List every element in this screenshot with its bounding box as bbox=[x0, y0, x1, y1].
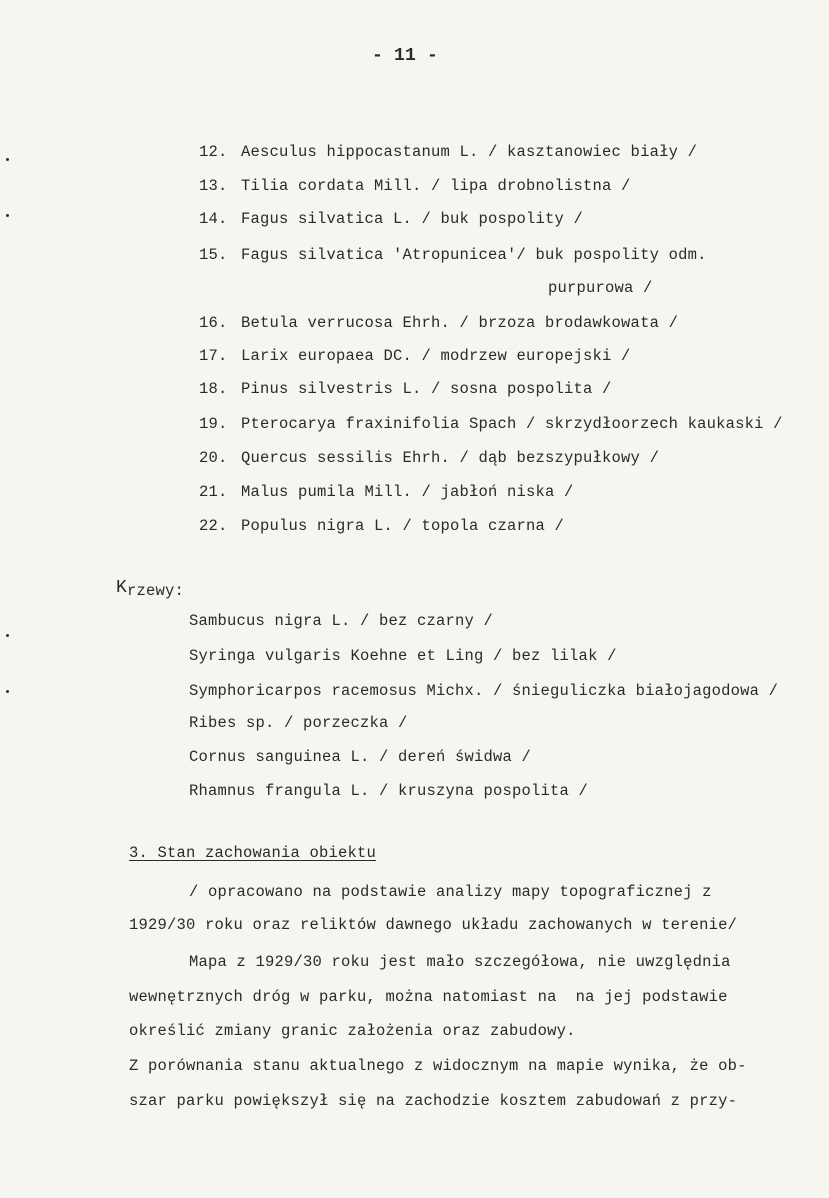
list-item-continuation: purpurowa / bbox=[548, 279, 653, 297]
paragraph-line: określić zmiany granic założenia oraz zabudowy. bbox=[129, 1022, 576, 1040]
shrub-item: Sambucus nigra L. / bez czarny / bbox=[189, 612, 494, 630]
list-item: 19. Pterocarya fraxinifolia Spach / skrzydłoorzech kaukaski / bbox=[199, 415, 783, 433]
margin-mark bbox=[6, 158, 9, 161]
list-item: 21. Malus pumila Mill. / jabłoń niska / bbox=[199, 483, 574, 501]
list-item: 13. Tilia cordata Mill. / lipa drobnolistna / bbox=[199, 177, 631, 195]
shrub-item: Cornus sanguinea L. / dereń świdwa / bbox=[189, 748, 532, 766]
paragraph-line: / opracowano na podstawie analizy mapy topograficznej z bbox=[189, 883, 712, 901]
list-item: 18. Pinus silvestris L. / sosna pospolita / bbox=[199, 380, 612, 398]
list-item: 20. Quercus sessilis Ehrh. / dąb bezszypułkowy / bbox=[199, 449, 660, 467]
paragraph-line: Mapa z 1929/30 roku jest mało szczegółowa, nie uwzględnia bbox=[189, 953, 731, 971]
paragraph-line: szar parku powiększył się na zachodzie kosztem zabudowań z przy- bbox=[129, 1092, 738, 1110]
paragraph-line: wewnętrznych dróg w parku, można natomiast na na jej podstawie bbox=[129, 988, 728, 1006]
margin-mark bbox=[6, 214, 9, 217]
shrub-item: Syringa vulgaris Koehne et Ling / bez lilak / bbox=[189, 647, 617, 665]
list-item: 12. Aesculus hippocastanum L. / kasztanowiec biały / bbox=[199, 143, 698, 161]
list-item: 14. Fagus silvatica L. / buk pospolity / bbox=[199, 210, 584, 228]
shrub-item: Rhamnus frangula L. / kruszyna pospolita / bbox=[189, 782, 589, 800]
list-item: 17. Larix europaea DC. / modrzew europejski / bbox=[199, 347, 631, 365]
shrub-item: Ribes sp. / porzeczka / bbox=[189, 714, 408, 732]
paragraph-line: Z porównania stanu aktualnego z widocznym na mapie wynika, że ob- bbox=[129, 1057, 747, 1075]
list-item: 15. Fagus silvatica 'Atropunicea'/ buk pospolity odm. bbox=[199, 246, 707, 264]
margin-mark bbox=[6, 690, 9, 693]
page-number: - 11 - bbox=[372, 46, 439, 66]
shrubs-heading: Krzewy: bbox=[116, 578, 185, 600]
margin-mark bbox=[6, 634, 9, 637]
list-item: 16. Betula verrucosa Ehrh. / brzoza brodawkowata / bbox=[199, 314, 679, 332]
list-item: 22. Populus nigra L. / topola czarna / bbox=[199, 517, 565, 535]
paragraph-line: 1929/30 roku oraz reliktów dawnego układu zachowanych w terenie/ bbox=[129, 916, 738, 934]
shrub-item: Symphoricarpos racemosus Michx. / śnieguliczka białojagodowa / bbox=[189, 682, 779, 700]
section-heading: 3. Stan zachowania obiektu bbox=[129, 844, 377, 862]
